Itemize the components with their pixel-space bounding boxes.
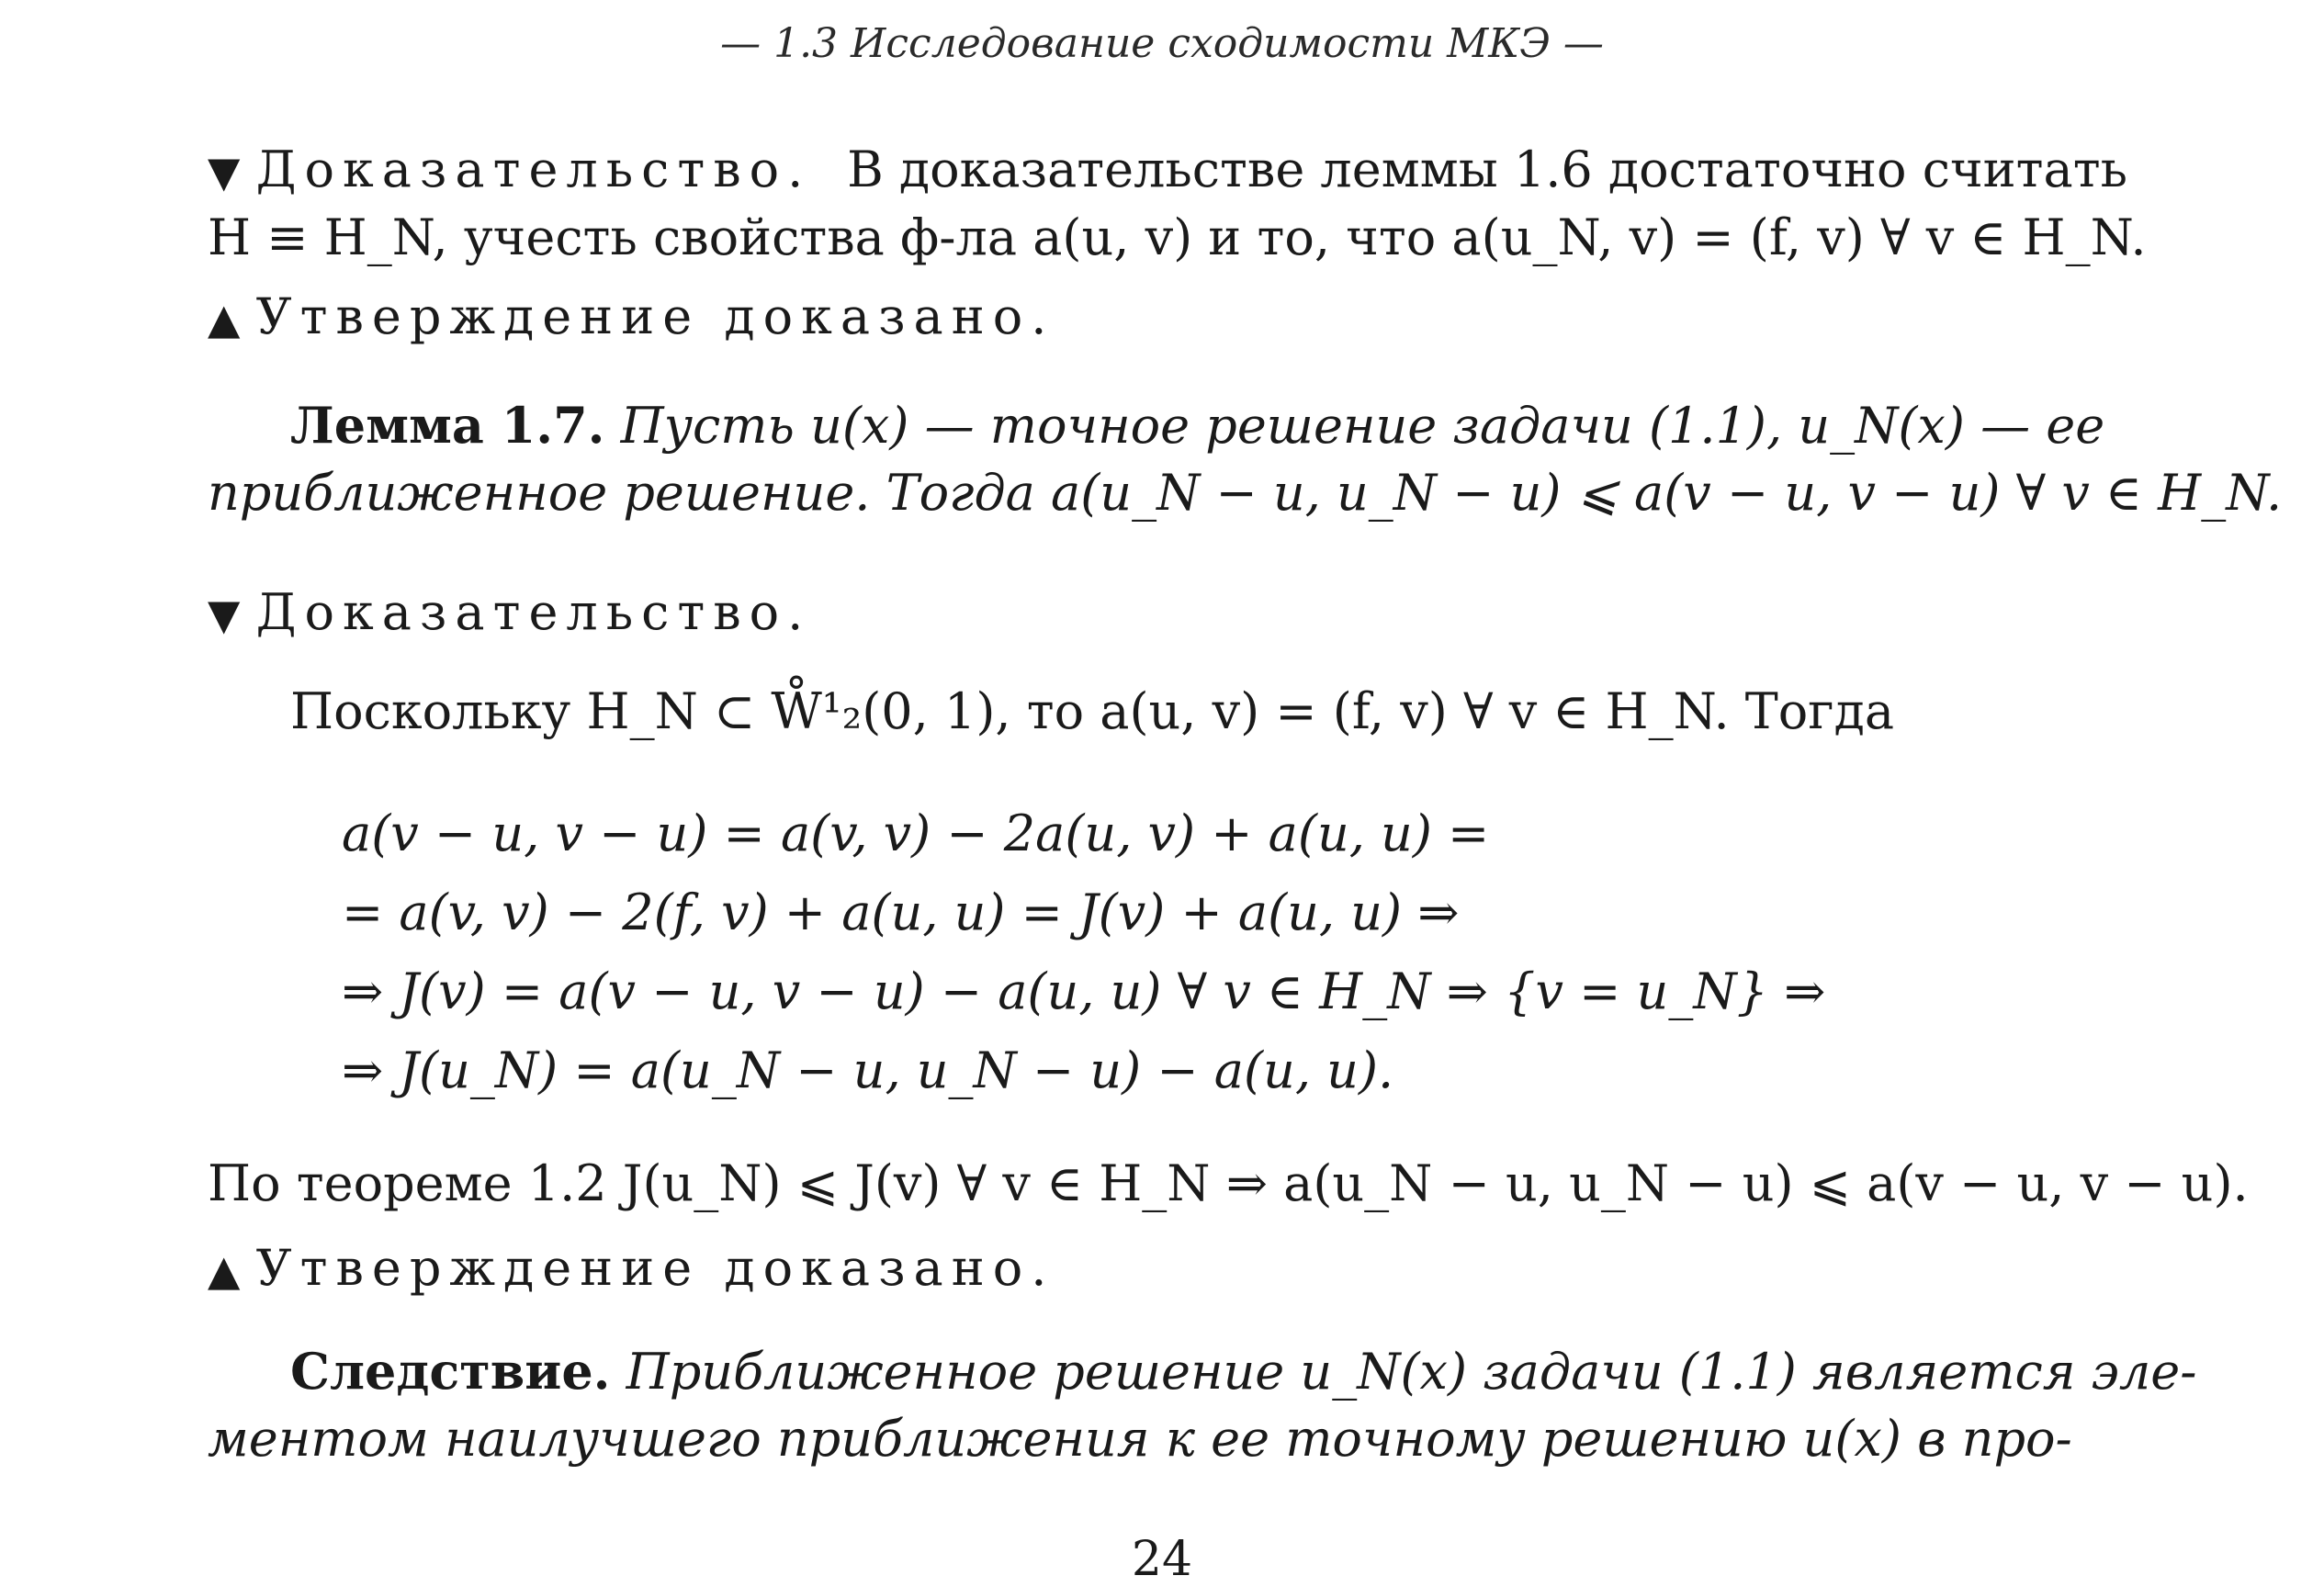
- proof2-title: Доказательство.: [255, 583, 812, 641]
- proof-end-triangle-icon: ▲: [208, 1245, 241, 1295]
- running-head: — 1.3 Исследование сходимости МКЭ —: [720, 20, 1604, 67]
- equation-line-4: ⇒ J(u_N) = a(u_N − u, u_N − u) − a(u, u).: [342, 1041, 1394, 1099]
- proof2-since-line: Поскольку H_N ⊂ W̊¹₂(0, 1), то a(u, v) = (f, v) ∀ v ∈ H_N. Тогда: [290, 682, 1895, 740]
- proof-end-triangle-icon: ▲: [208, 294, 241, 343]
- proof2-heading: [208, 583, 812, 641]
- proof2-end-text: Утверждение доказано.: [255, 1239, 1055, 1297]
- page-number: 24: [1131, 1532, 1193, 1587]
- proof1-line2: H ≡ H_N, учесть свойства ф-ла a(u, v) и то, что a(u_N, v) = (f, v) ∀ v ∈ H_N.: [208, 208, 2147, 266]
- proof2-end: [208, 1239, 1055, 1297]
- lemma-label: Лемма 1.7.: [290, 396, 605, 455]
- theorem-line: По теореме 1.2 J(u_N) ⩽ J(v) ∀ v ∈ H_N ⇒ a(u_N − u, u_N − u) ⩽ a(v − u, v − u).: [208, 1154, 2249, 1212]
- proof1-title: Доказательство.: [255, 141, 812, 198]
- lemma-line1-text: Пусть u(x) — точное решение задачи (1.1), u_N(x) — ее: [620, 397, 2105, 455]
- proof-start-triangle-icon: ▼: [208, 590, 241, 639]
- lemma-line1: [290, 396, 2105, 455]
- equation-line-2: = a(v, v) − 2(f, v) + a(u, u) = J(v) + a(u, u) ⇒: [342, 884, 1460, 941]
- equation-line-1: a(v − u, v − u) = a(v, v) − 2a(u, v) + a(u, u) =: [342, 805, 1490, 862]
- corollary-line1-text: Приближенное решение u_N(x) задачи (1.1) является эле-: [626, 1343, 2197, 1401]
- equation-line-3: ⇒ J(v) = a(v − u, v − u) − a(u, u) ∀ v ∈ H_N ⇒ {v = u_N} ⇒: [342, 962, 1826, 1020]
- proof1-text-part1: В доказательстве леммы 1.6 достаточно считать: [847, 141, 2127, 198]
- corollary-line1: [290, 1342, 2197, 1401]
- corollary-label: Следствие.: [290, 1342, 611, 1401]
- proof1-line1: [208, 141, 2127, 198]
- lemma-line2: приближенное решение. Тогда a(u_N − u, u_N − u) ⩽ a(v − u, v − u) ∀ v ∈ H_N.: [208, 464, 2283, 522]
- proof1-end: [208, 287, 1055, 345]
- proof-start-triangle-icon: ▼: [208, 147, 241, 197]
- corollary-line2: ментом наилучшего приближения к ее точному решению u(x) в про-: [208, 1410, 2072, 1468]
- proof1-end-text: Утверждение доказано.: [255, 287, 1055, 345]
